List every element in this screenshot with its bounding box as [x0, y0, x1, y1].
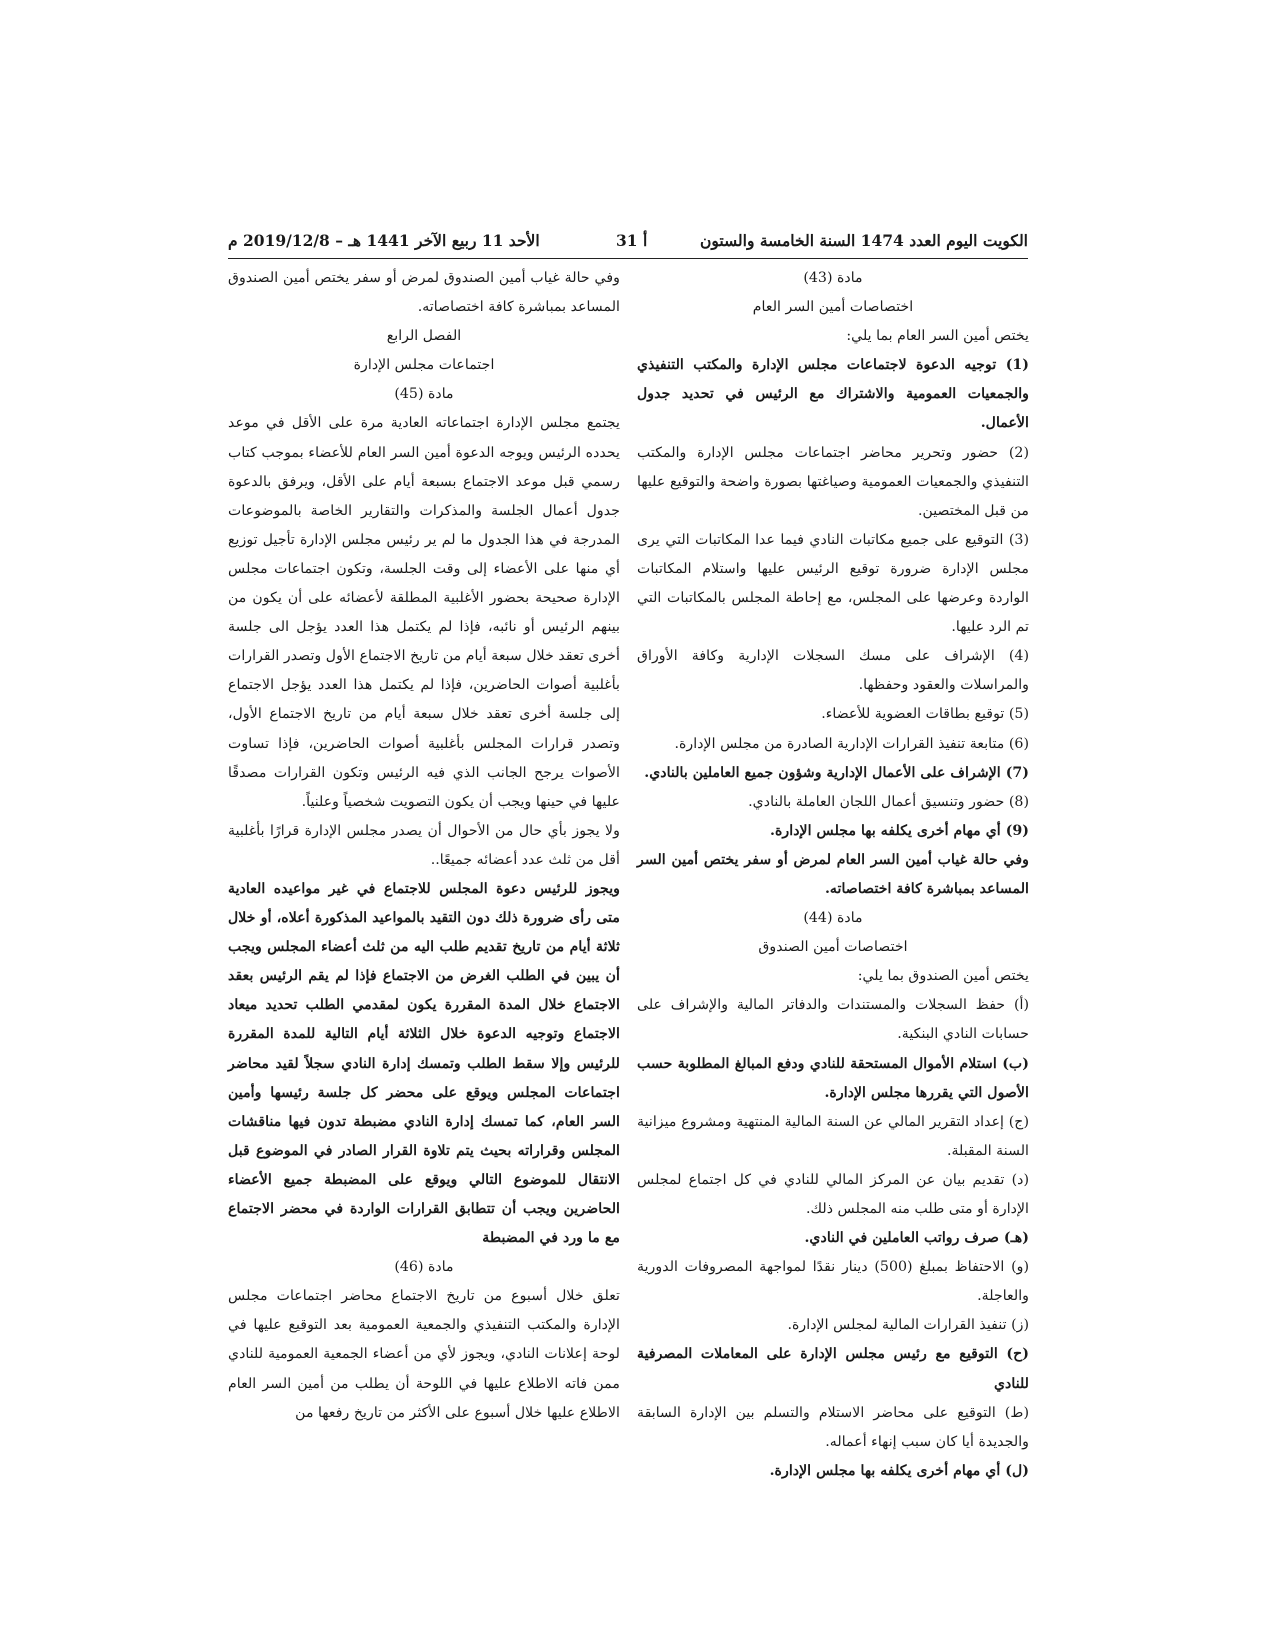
paragraph: مادة (44) — [803, 910, 863, 927]
paragraph: يختص أمين الصندوق بما يلي: — [857, 968, 1029, 985]
paragraph: مادة (43) — [803, 270, 863, 286]
paragraph: (ج) إعداد التقرير المالي عن السنة المالية المنتهية ومشروع ميزانية السنة المقبلة. — [637, 1113, 1029, 1159]
header-issue-info: الكويت اليوم العدد 1474 السنة الخامسة والستون — [700, 231, 1028, 250]
paragraph: (د) تقديم بيان عن المركز المالي للنادي في كل اجتماع لمجلس الإدارة أو متى طلب منه المجلس ذلك. — [637, 1171, 1029, 1217]
paragraph: (ح) التوقيع مع رئيس مجلس الإدارة على المعاملات المصرفية للنادي — [637, 1346, 1029, 1392]
paragraph: وفي حالة غياب أمين الصندوق لمرض أو سفر يختص أمين الصندوق المساعد بمباشرة كافة اختصاصاته. — [228, 270, 620, 316]
paragraph: (3) التوقيع على جميع مكاتبات النادي فيما عدا المكاتبات التي يرى مجلس الإدارة ضرورة توقيع الرئيس عليها واستلام المكاتبات الواردة وعرضها على المجلس، مع إحاطة المجلس بالمكاتبات التي تم الرد عليها. — [637, 531, 1029, 636]
paragraph: (أ) حفظ السجلات والمستندات والدفاتر المالية والإشراف على حسابات النادي البنكية. — [637, 997, 1029, 1043]
paragraph: اجتماعات مجلس الإدارة — [353, 357, 495, 374]
paragraph: (5) توقيع بطاقات العضوية للأعضاء. — [821, 706, 1029, 723]
paragraph: مادة (46) — [394, 1259, 454, 1276]
paragraph: (7) الإشراف على الأعمال الإدارية وشؤون جميع العاملين بالنادي. — [644, 764, 1029, 781]
paragraph: (8) حضور وتنسيق أعمال اللجان العاملة بالنادي. — [748, 793, 1029, 810]
left-column — [228, 264, 620, 1428]
paragraph: يجتمع مجلس الإدارة اجتماعاته العادية مرة على الأقل في موعد يحدده الرئيس ويوجه الدعوة أمين السر العام للأعضاء بموجب كتاب رسمي قبل موعد الاجتماع بسبعة أيام على الأقل، ويرفق بالدعوة جدول أعمال الجلسة والمذكرات والتقارير الخاصة بالموضوعات المدرجة في هذا الجدول ما لم ير رئيس مجلس الإدارة تأجيل توزيع أي منها على الأعضاء إلى وقت الجلسة، وتكون اجتماعات مجلس الإدارة صحيحة بحضور الأغلبية المطلقة لأعضائه على أن يكون من بينهم الرئيس أو نائبه، فإذا لم يكتمل هذا العدد يؤجل الى جلسة أخرى تعقد خلال سبعة أيام من تاريخ الاجتماع الأول وتصدر القرارات بأغلبية أصوات الحاضرين، فإذا لم يكتمل هذا العدد يؤجل الاجتماع إلى جلسة أخرى تعقد خلال سبعة أيام من تاريخ الاجتماع الأول، وتصدر قرارات المجلس بأغلبية أصوات الحاضرين، فإذا تساوت الأصوات يرجح الجانب الذي فيه الرئيس وتكون القرارات مصدقًا عليها في حينها ويجب أن يكون التصويت شخصياً وعلنياً. — [228, 415, 620, 810]
paragraph: يختص أمين السر العام بما يلي: — [846, 328, 1029, 345]
paragraph: ويجوز للرئيس دعوة المجلس للاجتماع في غير مواعيده العادية متى رأى ضرورة ذلك دون التقيد بالمواعيد المذكورة أعلاه، أو خلال ثلاثة أيام من تاريخ تقديم طلب اليه من ثلث أعضاء المجلس ويجب أن يبين في الطلب الغرض من الاجتماع فإذا لم يقم الرئيس بعقد الاجتماع خلال المدة المقررة يكون لمقدمي الطلب تحديد ميعاد الاجتماع وتوجيه الدعوة خلال الثلاثة أيام التالية للمدة المقررة للرئيس وإلا سقط الطلب وتمسك إدارة النادي سجلاً لقيد محاضر اجتماعات المجلس ويوقع على محضر كل جلسة رئيسها وأمين السر العام، كما تمسك إدارة النادي مضبطة تدون فيها مناقشات المجلس وقراراته بحيث يتم تلاوة القرار الصادر في الموضوع قبل الانتقال للموضوع التالي ويوقع على المضبطة جميع الأعضاء الحاضرين ويجب أن تتطابق القرارات الواردة في محضر الاجتماع مع ما ورد في المضبطة — [228, 880, 620, 1247]
paragraph: (و) الاحتفاظ بمبلغ (500) دينار نقدًا لمواجهة المصروفات الدورية والعاجلة. — [637, 1259, 1029, 1305]
paragraph: اختصاصات أمين الصندوق — [758, 939, 908, 956]
paragraph: (9) أي مهام أخرى يكلفه بها مجلس الإدارة. — [770, 822, 1029, 839]
paragraph: مادة (45) — [394, 386, 454, 403]
paragraph: (2) حضور وتحرير محاضر اجتماعات مجلس الإدارة والمكتب التنفيذي والجمعيات العمومية وصياغتها بصورة واضحة والتوقيع عليها من قبل المختصين. — [637, 444, 1029, 519]
paragraph: (هـ) صرف رواتب العاملين في النادي. — [804, 1230, 1029, 1247]
paragraph: (6) متابعة تنفيذ القرارات الإدارية الصادرة من مجلس الإدارة. — [674, 735, 1029, 752]
paragraph: (ط) التوقيع على محاضر الاستلام والتسلم بين الإدارة السابقة والجديدة أيا كان سبب إنهاء أعماله. — [637, 1404, 1029, 1450]
paragraph: (ز) تنفيذ القرارات المالية لمجلس الإدارة. — [787, 1317, 1029, 1334]
paragraph: ولا يجوز بأي حال من الأحوال أن يصدر مجلس الإدارة قرارًا بأغلبية أقل من ثلث عدد أعضائه جميعًا.. — [228, 822, 620, 868]
paragraph: (4) الإشراف على مسك السجلات الإدارية وكافة الأوراق والمراسلات والعقود وحفظها. — [637, 648, 1029, 694]
page-header — [228, 228, 1028, 258]
paragraph: اختصاصات أمين السر العام — [752, 299, 914, 316]
paragraph: تعلق خلال أسبوع من تاريخ الاجتماع محاضر اجتماعات مجلس الإدارة والمكتب التنفيذي والجمعية العمومية بعد التوقيع عليها في لوحة إعلانات النادي، ويجوز لأي من أعضاء الجمعية العمومية للنادي ممن فاته الاطلاع عليها في اللوحة أن يطلب من أمين السر العام الاطلاع عليها خلال أسبوع على الأكثر من تاريخ رفعها من — [228, 1288, 620, 1421]
paragraph: الفصل الرابع — [386, 328, 462, 345]
right-column — [637, 264, 1029, 1486]
paragraph: (1) توجيه الدعوة لاجتماعات مجلس الإدارة والمكتب التنفيذي والجمعيات العمومية والاشتراك مع الرئيس في تحديد جدول الأعمال. — [637, 357, 1029, 432]
header-rule — [228, 258, 1028, 259]
paragraph: (ل) أي مهام أخرى يكلفه بها مجلس الإدارة. — [769, 1462, 1029, 1479]
paragraph: (ب) استلام الأموال المستحقة للنادي ودفع المبالغ المطلوبة حسب الأصول التي يقررها مجلس الإدارة. — [637, 1055, 1029, 1101]
header-page-number: أ 31 — [616, 231, 648, 250]
paragraph: وفي حالة غياب أمين السر العام لمرض أو سفر يختص أمين السر المساعد بمباشرة كافة اختصاصاته. — [637, 851, 1029, 897]
header-date: الأحد 11 ربيع الآخر 1441 هـ – 2019/12/8 م — [228, 231, 540, 250]
